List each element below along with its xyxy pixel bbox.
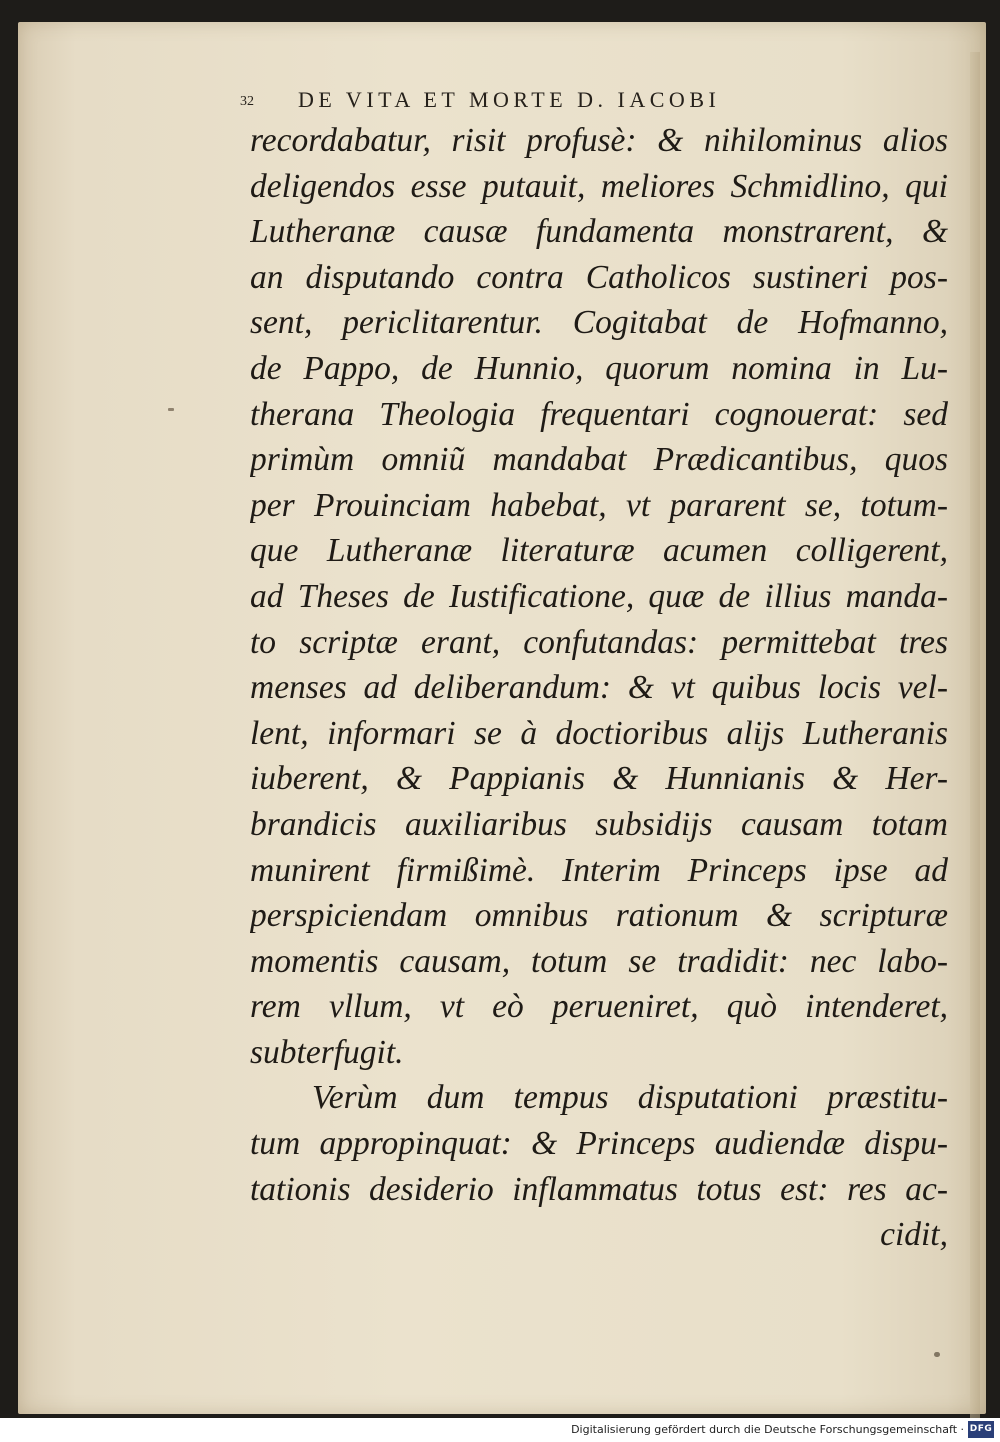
text-line: subterfugit. <box>250 1033 404 1071</box>
text-line: tationis desiderio inflammatus totus est: res ac- <box>250 1170 948 1208</box>
text-line: recordabatur, risit profusè: & nihilominus alios <box>250 122 948 159</box>
text-line: brandicis auxiliaribus subsidijs causam totam <box>250 805 948 843</box>
page-number: 32 <box>240 94 254 109</box>
text-line: to scriptæ erant, confutandas: permittebat tres <box>250 623 948 661</box>
body-text <box>250 118 948 1258</box>
text-line: Lutheranæ causæ fundamenta monstrarent, & <box>250 213 948 251</box>
text-line: de Pappo, de Hunnio, quorum nomina in Lu- <box>250 349 948 387</box>
text-line: primùm omniũ mandabat Prædicantibus, quos <box>250 441 948 479</box>
running-head <box>240 84 940 116</box>
funding-notice: Digitalisierung gefördert durch die Deutsche Forschungsgemeinschaft · <box>571 1423 964 1436</box>
text-line: iuberent, & Pappianis & Hunnianis & Her- <box>250 760 948 798</box>
text-line: lent, informari se à doctioribus alijs Lutheranis <box>250 714 948 752</box>
margin-mark <box>168 408 174 411</box>
text-line: per Prouinciam habebat, vt pararent se, totum- <box>250 486 948 524</box>
running-head-title: DE VITA ET MORTE D. IACOBI <box>298 87 721 112</box>
dfg-logo: DFG <box>968 1421 994 1438</box>
digitization-footer <box>0 1418 1000 1442</box>
text-line: sent, periclitarentur. Cogitabat de Hofmanno, <box>250 304 948 342</box>
text-line: tum appropinquat: & Princeps audiendæ dispu- <box>250 1125 948 1163</box>
paragraph-start-line: Verùm dum tempus disputationi præstitu- <box>312 1079 948 1117</box>
catchword-line: cidit, <box>880 1216 948 1254</box>
text-line: menses ad deliberandum: & vt quibus locis vel- <box>250 669 948 707</box>
text-line: munirent firmißimè. Interim Princeps ipse ad <box>250 851 948 889</box>
text-line: que Lutheranæ literaturæ acumen colligerent, <box>250 532 948 570</box>
text-line: rem vllum, vt eò perueniret, quò intenderet, <box>250 988 948 1026</box>
text-line: an disputando contra Catholicos sustineri pos- <box>250 258 948 296</box>
page-edge-shadow <box>970 52 980 1432</box>
text-line: momentis causam, totum se tradidit: nec labo- <box>250 942 948 980</box>
text-line: therana Theologia frequentari cognouerat: sed <box>250 395 948 433</box>
text-line: deligendos esse putauit, meliores Schmidlino, qui <box>250 167 948 205</box>
paper-spot <box>934 1352 940 1357</box>
text-line: ad Theses de Iustificatione, quæ de illius manda- <box>250 577 948 615</box>
text-line: perspiciendam omnibus rationum & scripturæ <box>250 897 948 935</box>
